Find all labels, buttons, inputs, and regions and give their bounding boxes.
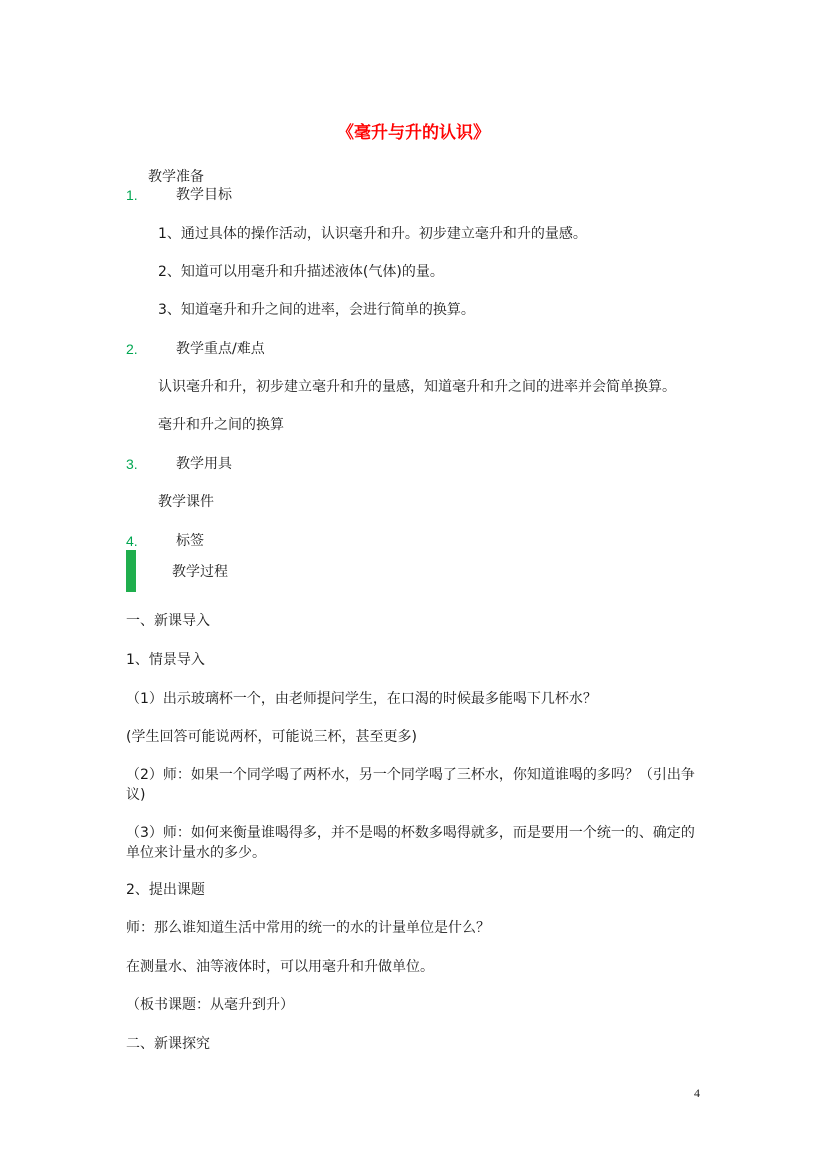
- section-number-2: 2.: [126, 341, 138, 357]
- prep-heading: 教学准备: [148, 169, 204, 185]
- key-point-text: 认识毫升和升，初步建立毫升和升的量感，知道毫升和升之间的进率并会简单换算。: [158, 379, 676, 395]
- section-heading-tags: 标签: [176, 533, 204, 549]
- objective-item: 2、知道可以用毫升和升描述液体(气体)的量。: [158, 264, 444, 280]
- body-paragraph: （板书课题：从毫升到升）: [126, 997, 294, 1013]
- body-paragraph: （1）出示玻璃杯一个，由老师提问学生，在口渴的时候最多能喝下几杯水？: [126, 691, 597, 707]
- body-paragraph: （2）师：如果一个同学喝了两杯水，另一个同学喝了三杯水，你知道谁喝的多吗？（引出争议): [126, 767, 695, 803]
- body-paragraph: 1、情景导入: [126, 652, 205, 668]
- section-number-4: 4.: [126, 533, 138, 549]
- body-paragraph: 2、提出课题: [126, 882, 205, 898]
- objective-item: 1、通过具体的操作活动，认识毫升和升。初步建立毫升和升的量感。: [158, 226, 587, 242]
- body-paragraph: （3）师：如何来衡量谁喝得多，并不是喝的杯数多喝得就多，而是要用一个统一的、确定的单位来计量水的多少。: [126, 825, 695, 861]
- section-heading-tools: 教学用具: [176, 456, 232, 472]
- section-number-3: 3.: [126, 456, 138, 472]
- body-paragraph: 一、新课导入: [126, 613, 210, 629]
- process-heading: 教学过程: [172, 564, 228, 580]
- tools-text: 教学课件: [158, 494, 214, 510]
- section-heading-key-points: 教学重点/难点: [176, 341, 265, 357]
- body-paragraph: 师：那么谁知道生活中常用的统一的水的计量单位是什么？: [126, 920, 490, 936]
- difficulty-text: 毫升和升之间的换算: [158, 417, 284, 433]
- section-marker-bar: [126, 550, 136, 592]
- document-title: 《毫升与升的认识》: [337, 123, 490, 143]
- section-heading-objectives: 教学目标: [176, 187, 232, 203]
- body-paragraph: 在测量水、油等液体时，可以用毫升和升做单位。: [126, 959, 434, 975]
- section-number-1: 1.: [126, 187, 138, 203]
- page-number: 4: [694, 1086, 700, 1100]
- body-paragraph: 二、新课探究: [126, 1036, 210, 1052]
- objective-item: 3、知道毫升和升之间的进率，会进行简单的换算。: [158, 302, 475, 318]
- body-paragraph: (学生回答可能说两杯，可能说三杯，甚至更多): [126, 729, 417, 745]
